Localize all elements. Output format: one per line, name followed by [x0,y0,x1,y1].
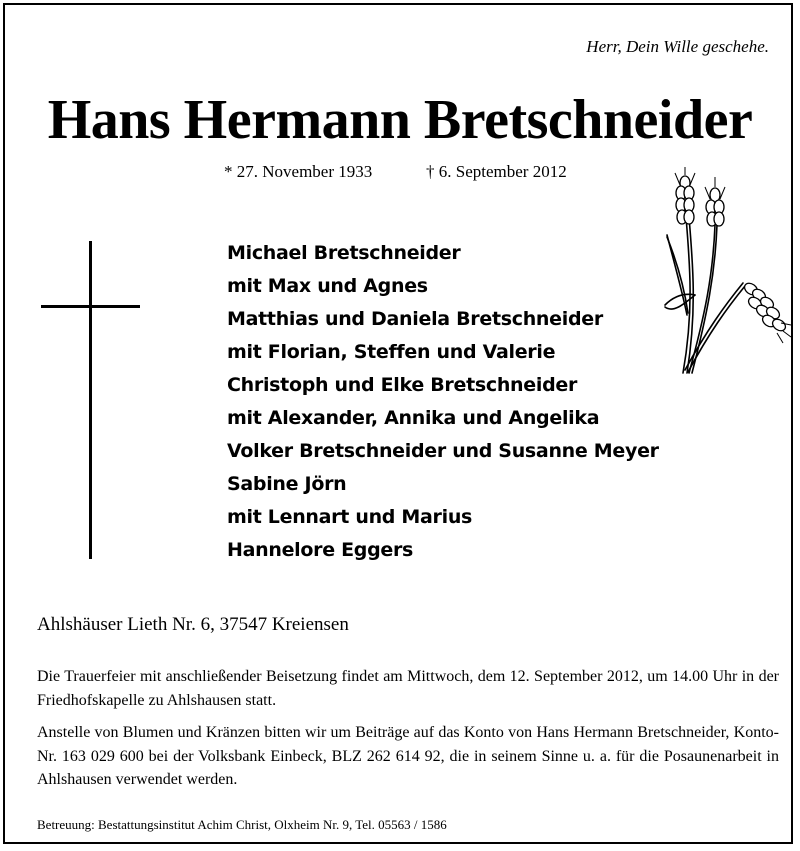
family-group [227,468,659,534]
donation-info-paragraph: Anstelle von Blumen und Kränzen bitten wir um Beiträge auf das Konto von Hans Hermann Bretschneider, Konto-Nr. 163 029 600 bei der Volksbank Einbeck, BLZ 262 614 92, die in seinem Sinne u. a. für die Posaunenarbeit in Ahlshausen verwendet werden. [37,724,779,788]
family-line: Michael Bretschneider [227,242,461,264]
family-line: Sabine Jörn [227,473,347,495]
family-line: Matthias und Daniela Bretschneider [227,308,603,330]
family-line: Hannelore Eggers [227,539,414,561]
address: Ahlshäuser Lieth Nr. 6, 37547 Kreiensen [37,614,349,635]
wheat-icon [655,165,795,385]
family-group [227,534,659,567]
death-date: † 6. September 2012 [426,162,567,181]
funeral-info-paragraph: Die Trauerfeier mit anschließender Beisetzung findet am Mittwoch, dem 12. September 2012, um 14.00 Uhr in der Friedhofskapelle zu Ahlshausen statt. [37,668,779,709]
family-line: mit Florian, Steffen und Valerie [227,341,556,363]
funeral-home-footer: Betreuung: Bestattungsinstitut Achim Christ, Olxheim Nr. 9, Tel. 05563 / 1586 [37,817,447,832]
family-line: mit Alexander, Annika und Angelika [227,407,600,429]
deceased-name: Hans Hermann Bretschneider [47,89,753,151]
birth-date: * 27. November 1933 [224,162,373,181]
family-line: Volker Bretschneider und Susanne Meyer [227,440,659,462]
family-list [227,237,659,567]
family-group [227,237,659,303]
family-line: Christoph und Elke Bretschneider [227,374,578,396]
motto: Herr, Dein Wille geschehe. [586,37,769,56]
family-group [227,435,659,468]
family-group [227,369,659,435]
family-line: mit Max und Agnes [227,275,428,297]
family-line: mit Lennart und Marius [227,506,473,528]
family-group [227,303,659,369]
obituary-frame [3,3,793,844]
